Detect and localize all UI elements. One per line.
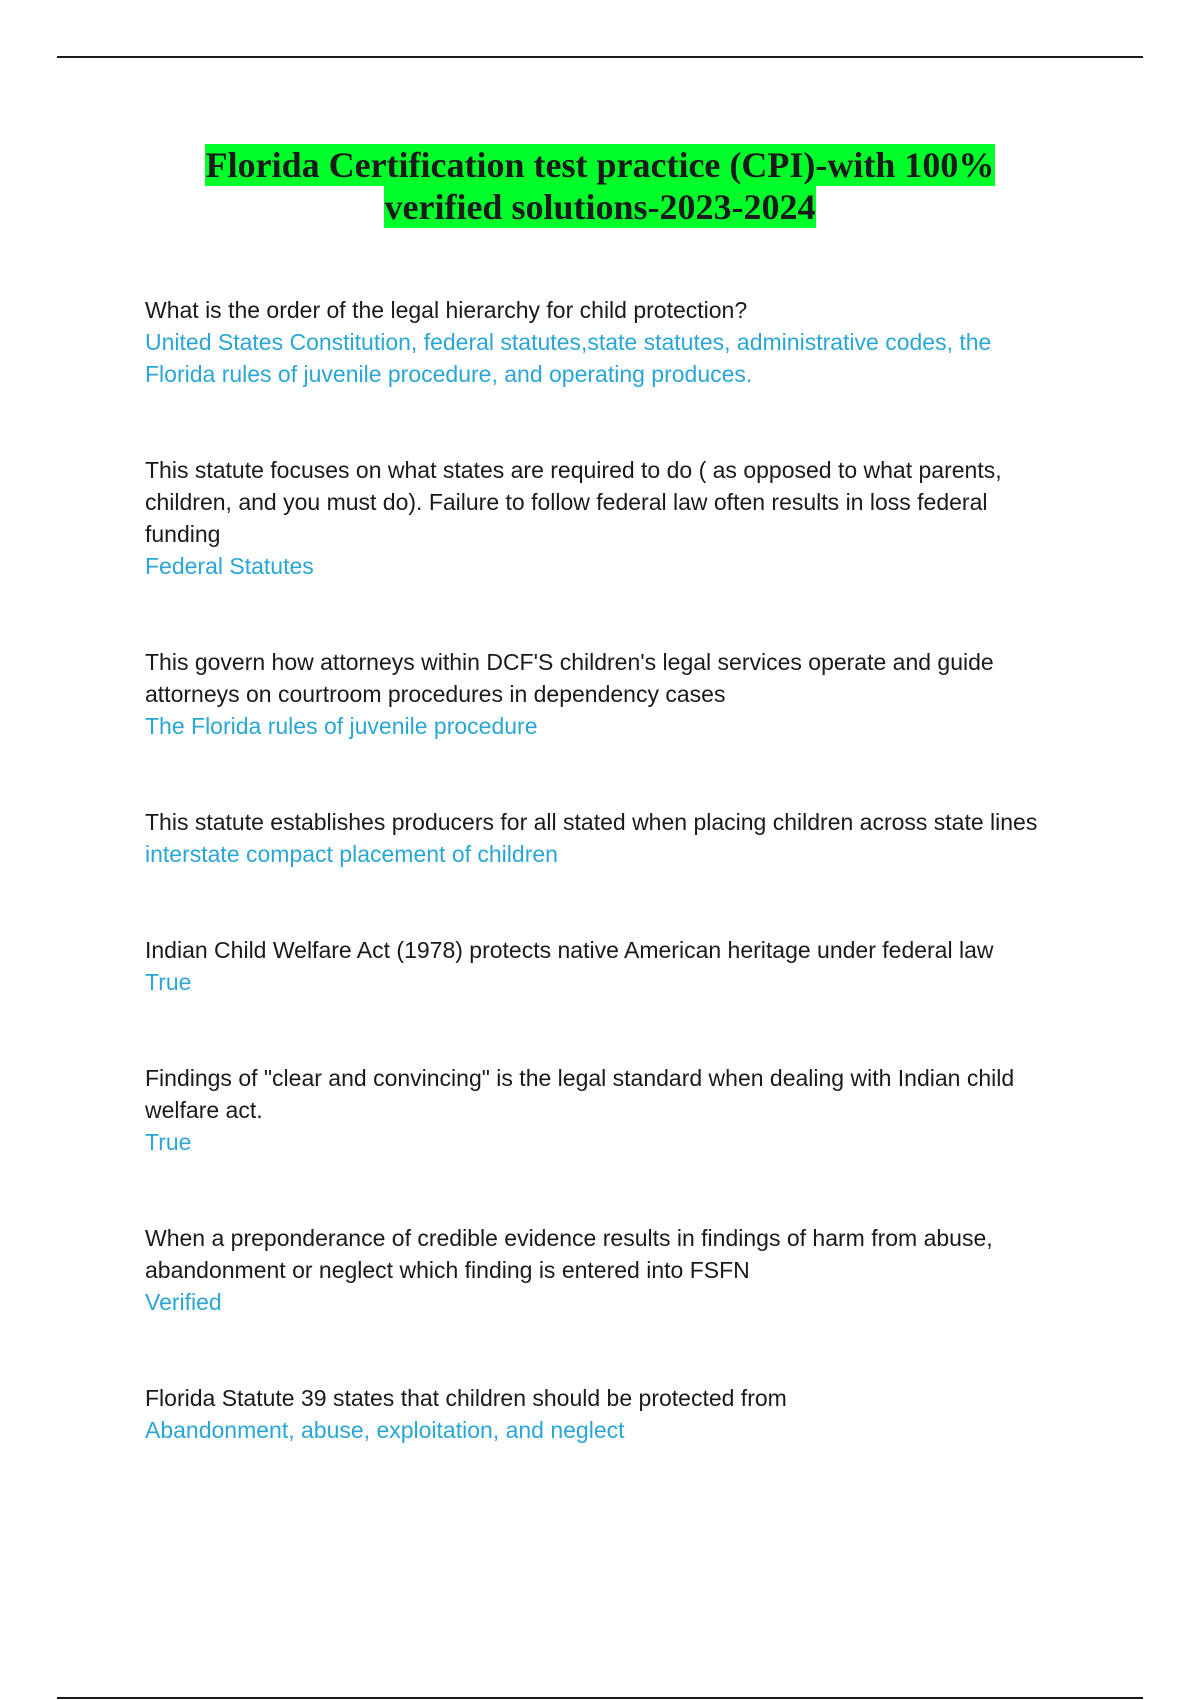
qa-item bbox=[145, 1382, 1065, 1446]
answer-text: United States Constitution, federal statutes,state statutes, administrative codes, the Florida rules of juvenile procedure, and operating produces. bbox=[145, 329, 992, 387]
bottom-rule bbox=[57, 1697, 1143, 1699]
qa-list bbox=[145, 294, 1065, 1446]
qa-item bbox=[145, 1222, 1065, 1318]
qa-item bbox=[145, 806, 1065, 870]
qa-item bbox=[145, 934, 1065, 998]
question-text: Indian Child Welfare Act (1978) protects native American heritage under federal law bbox=[145, 937, 994, 963]
qa-item bbox=[145, 294, 1065, 390]
question-text: This govern how attorneys within DCF'S children's legal services operate and guide attorneys on courtroom procedures in dependency cases bbox=[145, 649, 994, 707]
title-line-1: Florida Certification test practice (CPI)-with 100% bbox=[205, 145, 995, 185]
answer-text: Verified bbox=[145, 1289, 222, 1315]
qa-item bbox=[145, 1062, 1065, 1158]
question-text: This statute focuses on what states are required to do ( as opposed to what parents, children, and you must do). Failure to follow federal law often results in loss federal funding bbox=[145, 457, 1002, 547]
answer-text: True bbox=[145, 969, 192, 995]
question-text: What is the order of the legal hierarchy for child protection? bbox=[145, 297, 748, 323]
answer-text: The Florida rules of juvenile procedure bbox=[145, 713, 538, 739]
question-text: Florida Statute 39 states that children should be protected from bbox=[145, 1385, 787, 1411]
answer-text: Federal Statutes bbox=[145, 553, 314, 579]
answer-text: True bbox=[145, 1129, 192, 1155]
answer-text: Abandonment, abuse, exploitation, and neglect bbox=[145, 1417, 625, 1443]
question-text: This statute establishes producers for all stated when placing children across state lines bbox=[145, 809, 1038, 835]
answer-text: interstate compact placement of children bbox=[145, 841, 558, 867]
question-text: Findings of "clear and convincing" is the legal standard when dealing with Indian child welfare act. bbox=[145, 1065, 1015, 1123]
qa-item bbox=[145, 454, 1065, 582]
question-text: When a preponderance of credible evidence results in findings of harm from abuse, abandonment or neglect which finding is entered into FSFN bbox=[145, 1225, 993, 1283]
top-rule bbox=[57, 56, 1143, 58]
document-title bbox=[0, 144, 1200, 228]
title-line-2: verified solutions-2023-2024 bbox=[384, 187, 816, 227]
qa-item bbox=[145, 646, 1065, 742]
